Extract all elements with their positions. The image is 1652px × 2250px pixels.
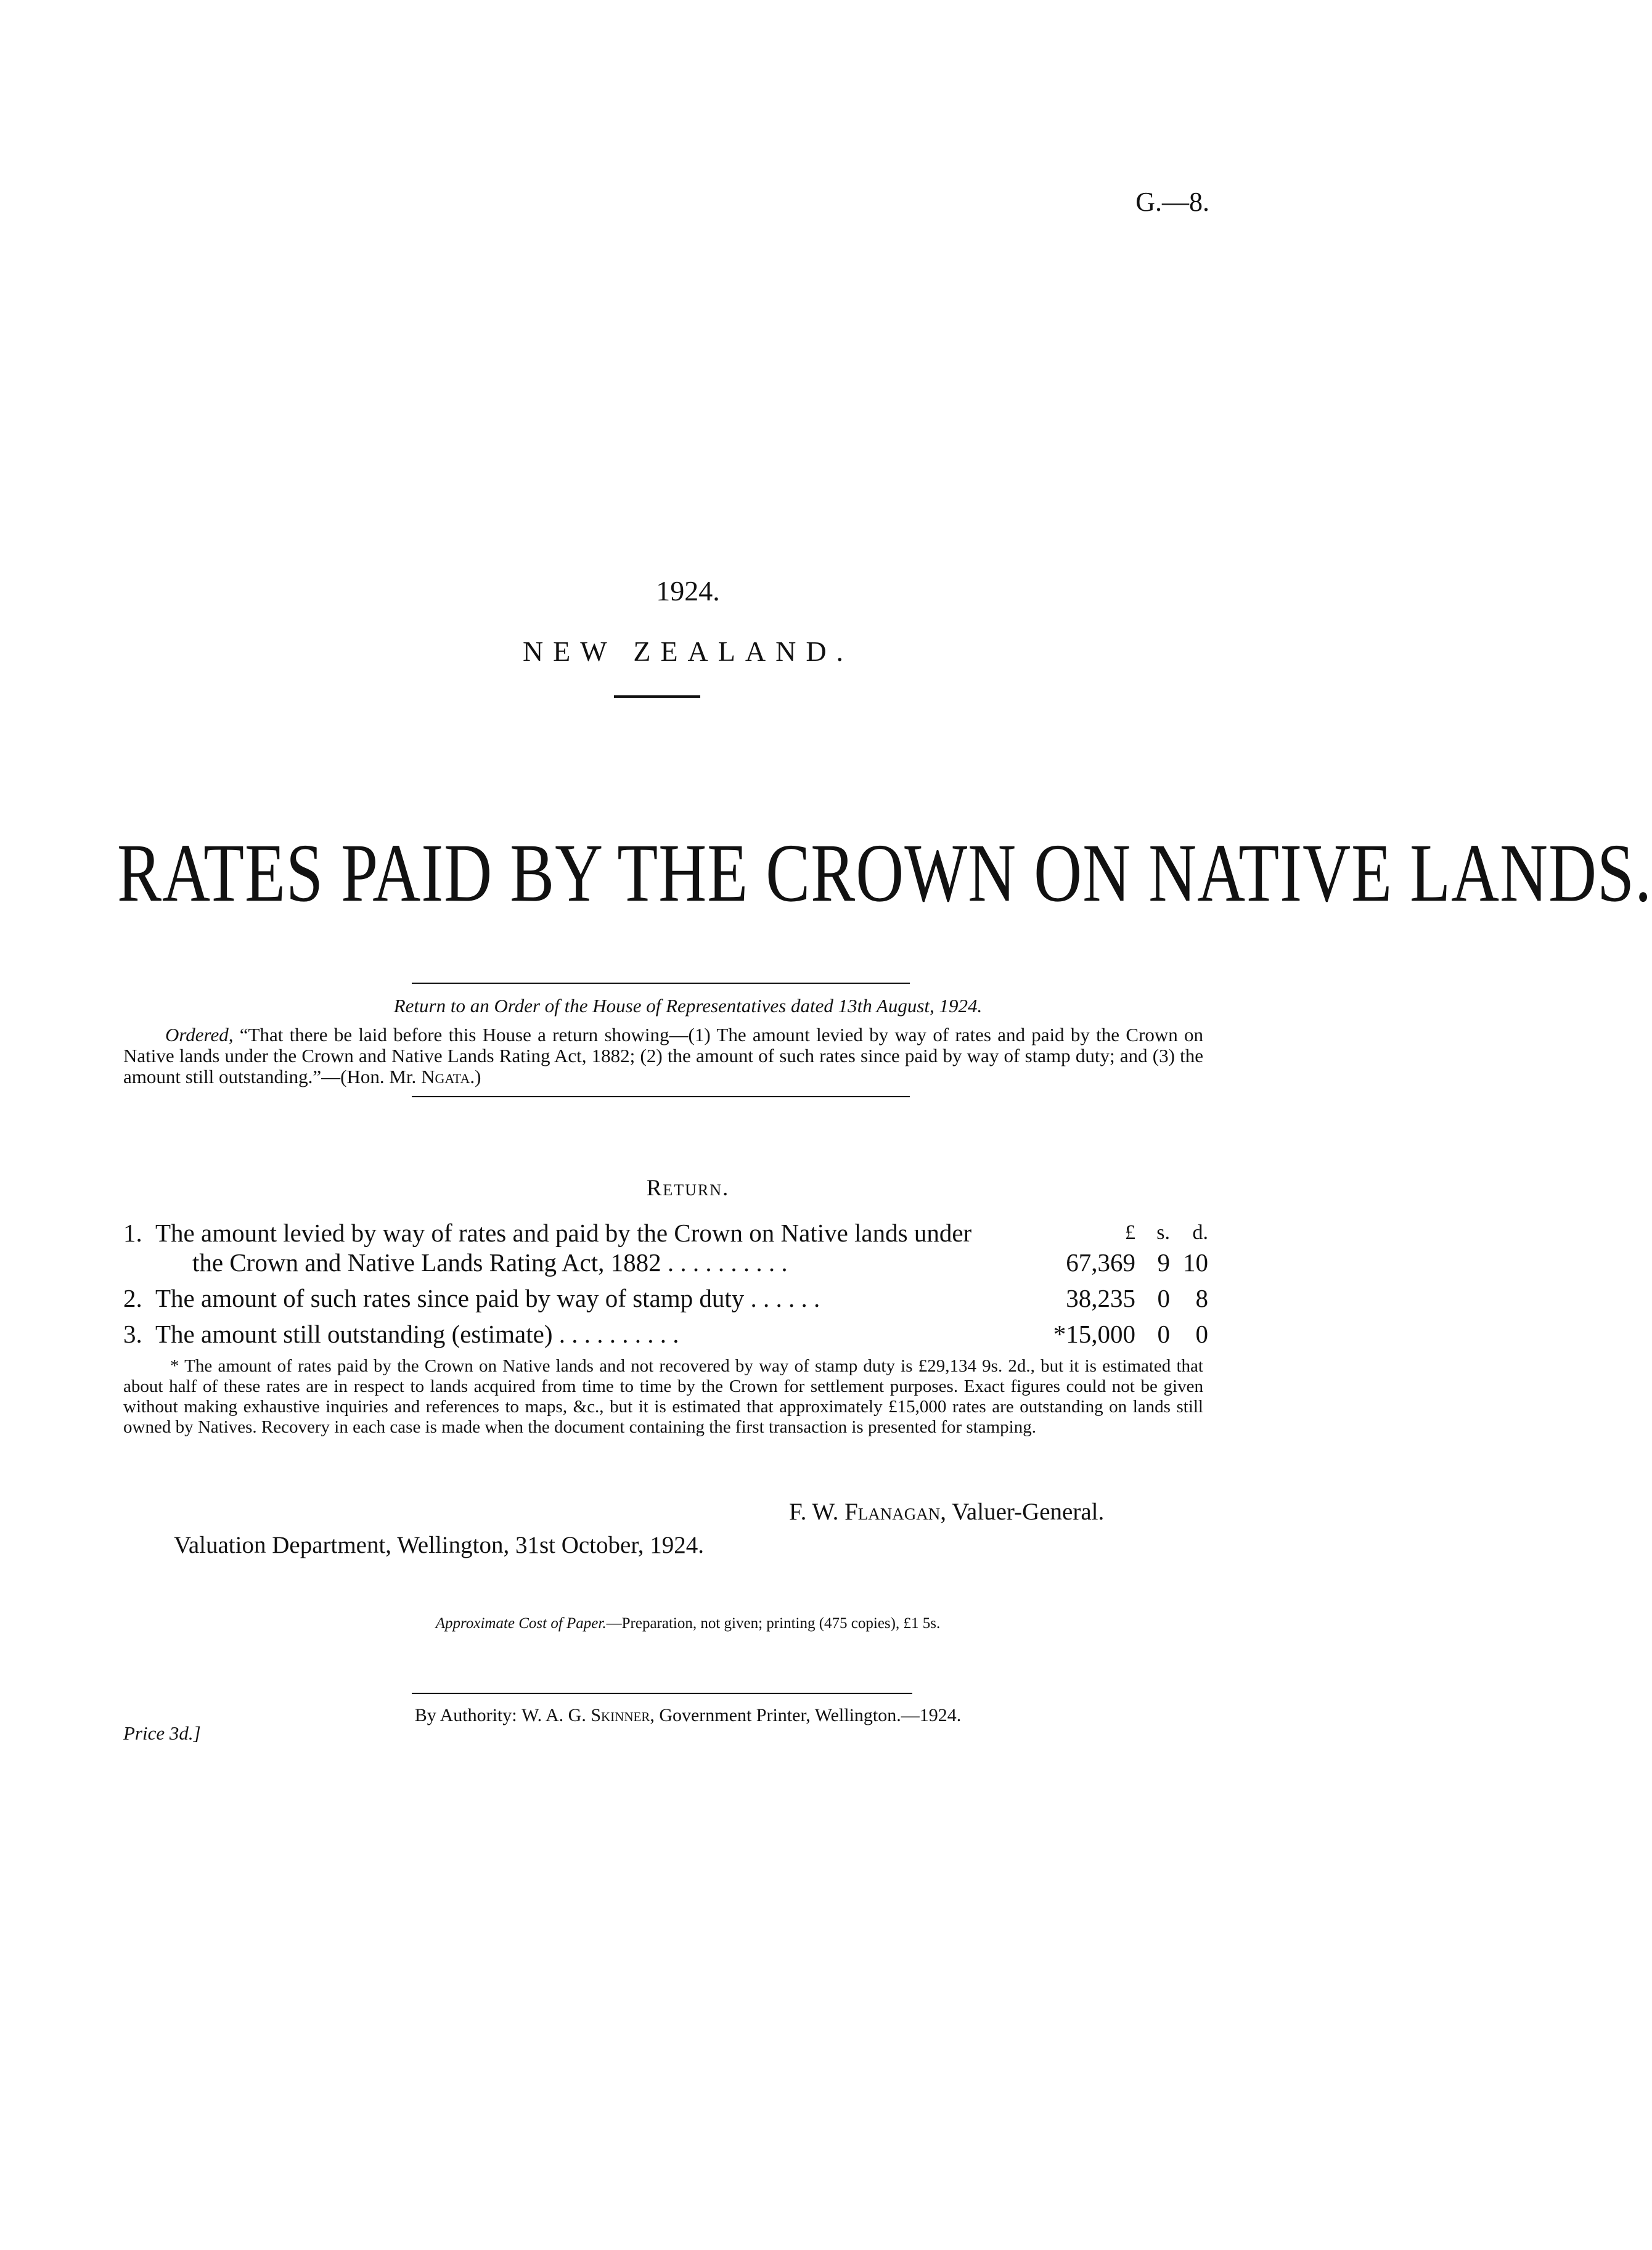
item-description xyxy=(123,1319,1031,1349)
item-text: The amount levied by way of rates and paid by the Crown on Native lands under xyxy=(155,1219,972,1247)
item-text: The amount still outstanding (estimate) . . . . . . . . . . xyxy=(155,1320,679,1348)
item-number: 1. xyxy=(123,1219,142,1247)
item-description xyxy=(123,1283,1031,1313)
order-paragraph xyxy=(123,1025,1203,1087)
item-description-continued: the Crown and Native Lands Rating Act, 1882 . . . . . . . . . . xyxy=(192,1248,788,1277)
document-year: 1924. xyxy=(656,575,720,607)
table-row xyxy=(123,1218,1208,1248)
return-heading: Return. xyxy=(646,1176,730,1201)
amount-pence: 8 xyxy=(1195,1284,1208,1312)
amount-pounds: 38,235 xyxy=(1066,1284,1135,1312)
page-title: RATES PAID BY THE CROWN ON NATIVE LANDS. xyxy=(117,827,1652,920)
table-row xyxy=(123,1319,1208,1349)
order-heading: Return to an Order of the House of Representatives dated 13th August, 1924. xyxy=(393,995,983,1017)
price-label: Price 3d.] xyxy=(123,1722,201,1744)
amount-pence: 10 xyxy=(1183,1248,1208,1277)
column-pounds: £ xyxy=(1125,1221,1135,1244)
amount-shillings: 9 xyxy=(1157,1248,1170,1277)
signatory-name: F. W. Flanagan xyxy=(789,1499,941,1525)
signature xyxy=(789,1498,1104,1526)
column-shillings: s. xyxy=(1156,1221,1170,1244)
authority-prefix: By Authority: xyxy=(414,1705,517,1725)
document-reference: G.—8. xyxy=(1135,187,1209,217)
country-heading: NEW ZEALAND. xyxy=(522,636,854,667)
order-text: “That there be laid before this House a return showing—(1) The amount levied by way of rates and paid by the Crown on Native lands under the Crown and Native Lands Rating Act, 1882; (2) the amount of such rates since paid by way of stamp duty; and (3) the amount still outstanding.”—(Hon. Mr. xyxy=(123,1024,1203,1087)
item-text: The amount of such rates since paid by way of stamp duty . . . . . . xyxy=(155,1284,820,1312)
amount-shillings: 0 xyxy=(1157,1284,1170,1312)
item-number: 3. xyxy=(123,1320,142,1348)
column-pence: d. xyxy=(1192,1221,1208,1244)
authority-suffix: , Government Printer, Wellington.—1924. xyxy=(650,1705,962,1725)
order-member: Ngata xyxy=(421,1066,470,1087)
authority-line xyxy=(0,1705,1376,1726)
short-divider xyxy=(614,695,700,698)
footnote: * The amount of rates paid by the Crown on Native lands and not recovered by way of stamp duty is £29,134 9s. 2d., but it is estimated that about half of these rates are in respect to lands acquired from time to time by the Crown for settlement purposes. Exact figures could not be given without making exhaustive inquiries and references to maps, &c., but it is estimated that approximately £15,000 rates are outstanding on lands still owned by Natives. Recovery in each case is made when the document containing the first transaction is presented for stamping. xyxy=(123,1356,1203,1437)
table-row xyxy=(123,1248,1208,1277)
item-number: 2. xyxy=(123,1284,142,1312)
cost-note xyxy=(0,1615,1376,1632)
divider-top xyxy=(412,983,910,984)
amount-pounds: 67,369 xyxy=(1066,1248,1135,1277)
table-row xyxy=(123,1283,1208,1313)
cost-label: Approximate Cost of Paper. xyxy=(435,1615,607,1632)
order-close: .) xyxy=(470,1066,481,1087)
cost-text: —Preparation, not given; printing (475 copies), £1 5s. xyxy=(606,1615,941,1632)
signatory-title: , Valuer-General. xyxy=(940,1499,1105,1525)
return-table xyxy=(123,1218,1208,1349)
amount-pence: 0 xyxy=(1195,1320,1208,1348)
department-line: Valuation Department, Wellington, 31st October, 1924. xyxy=(174,1532,704,1558)
amount-pounds: *15,000 xyxy=(1053,1320,1135,1348)
amount-shillings: 0 xyxy=(1157,1320,1170,1348)
footer-divider xyxy=(412,1693,912,1694)
item-description xyxy=(123,1218,1031,1248)
order-lead: Ordered, xyxy=(165,1024,234,1045)
printer-name: W. A. G. Skinner xyxy=(521,1705,650,1725)
divider-bottom xyxy=(412,1096,910,1097)
